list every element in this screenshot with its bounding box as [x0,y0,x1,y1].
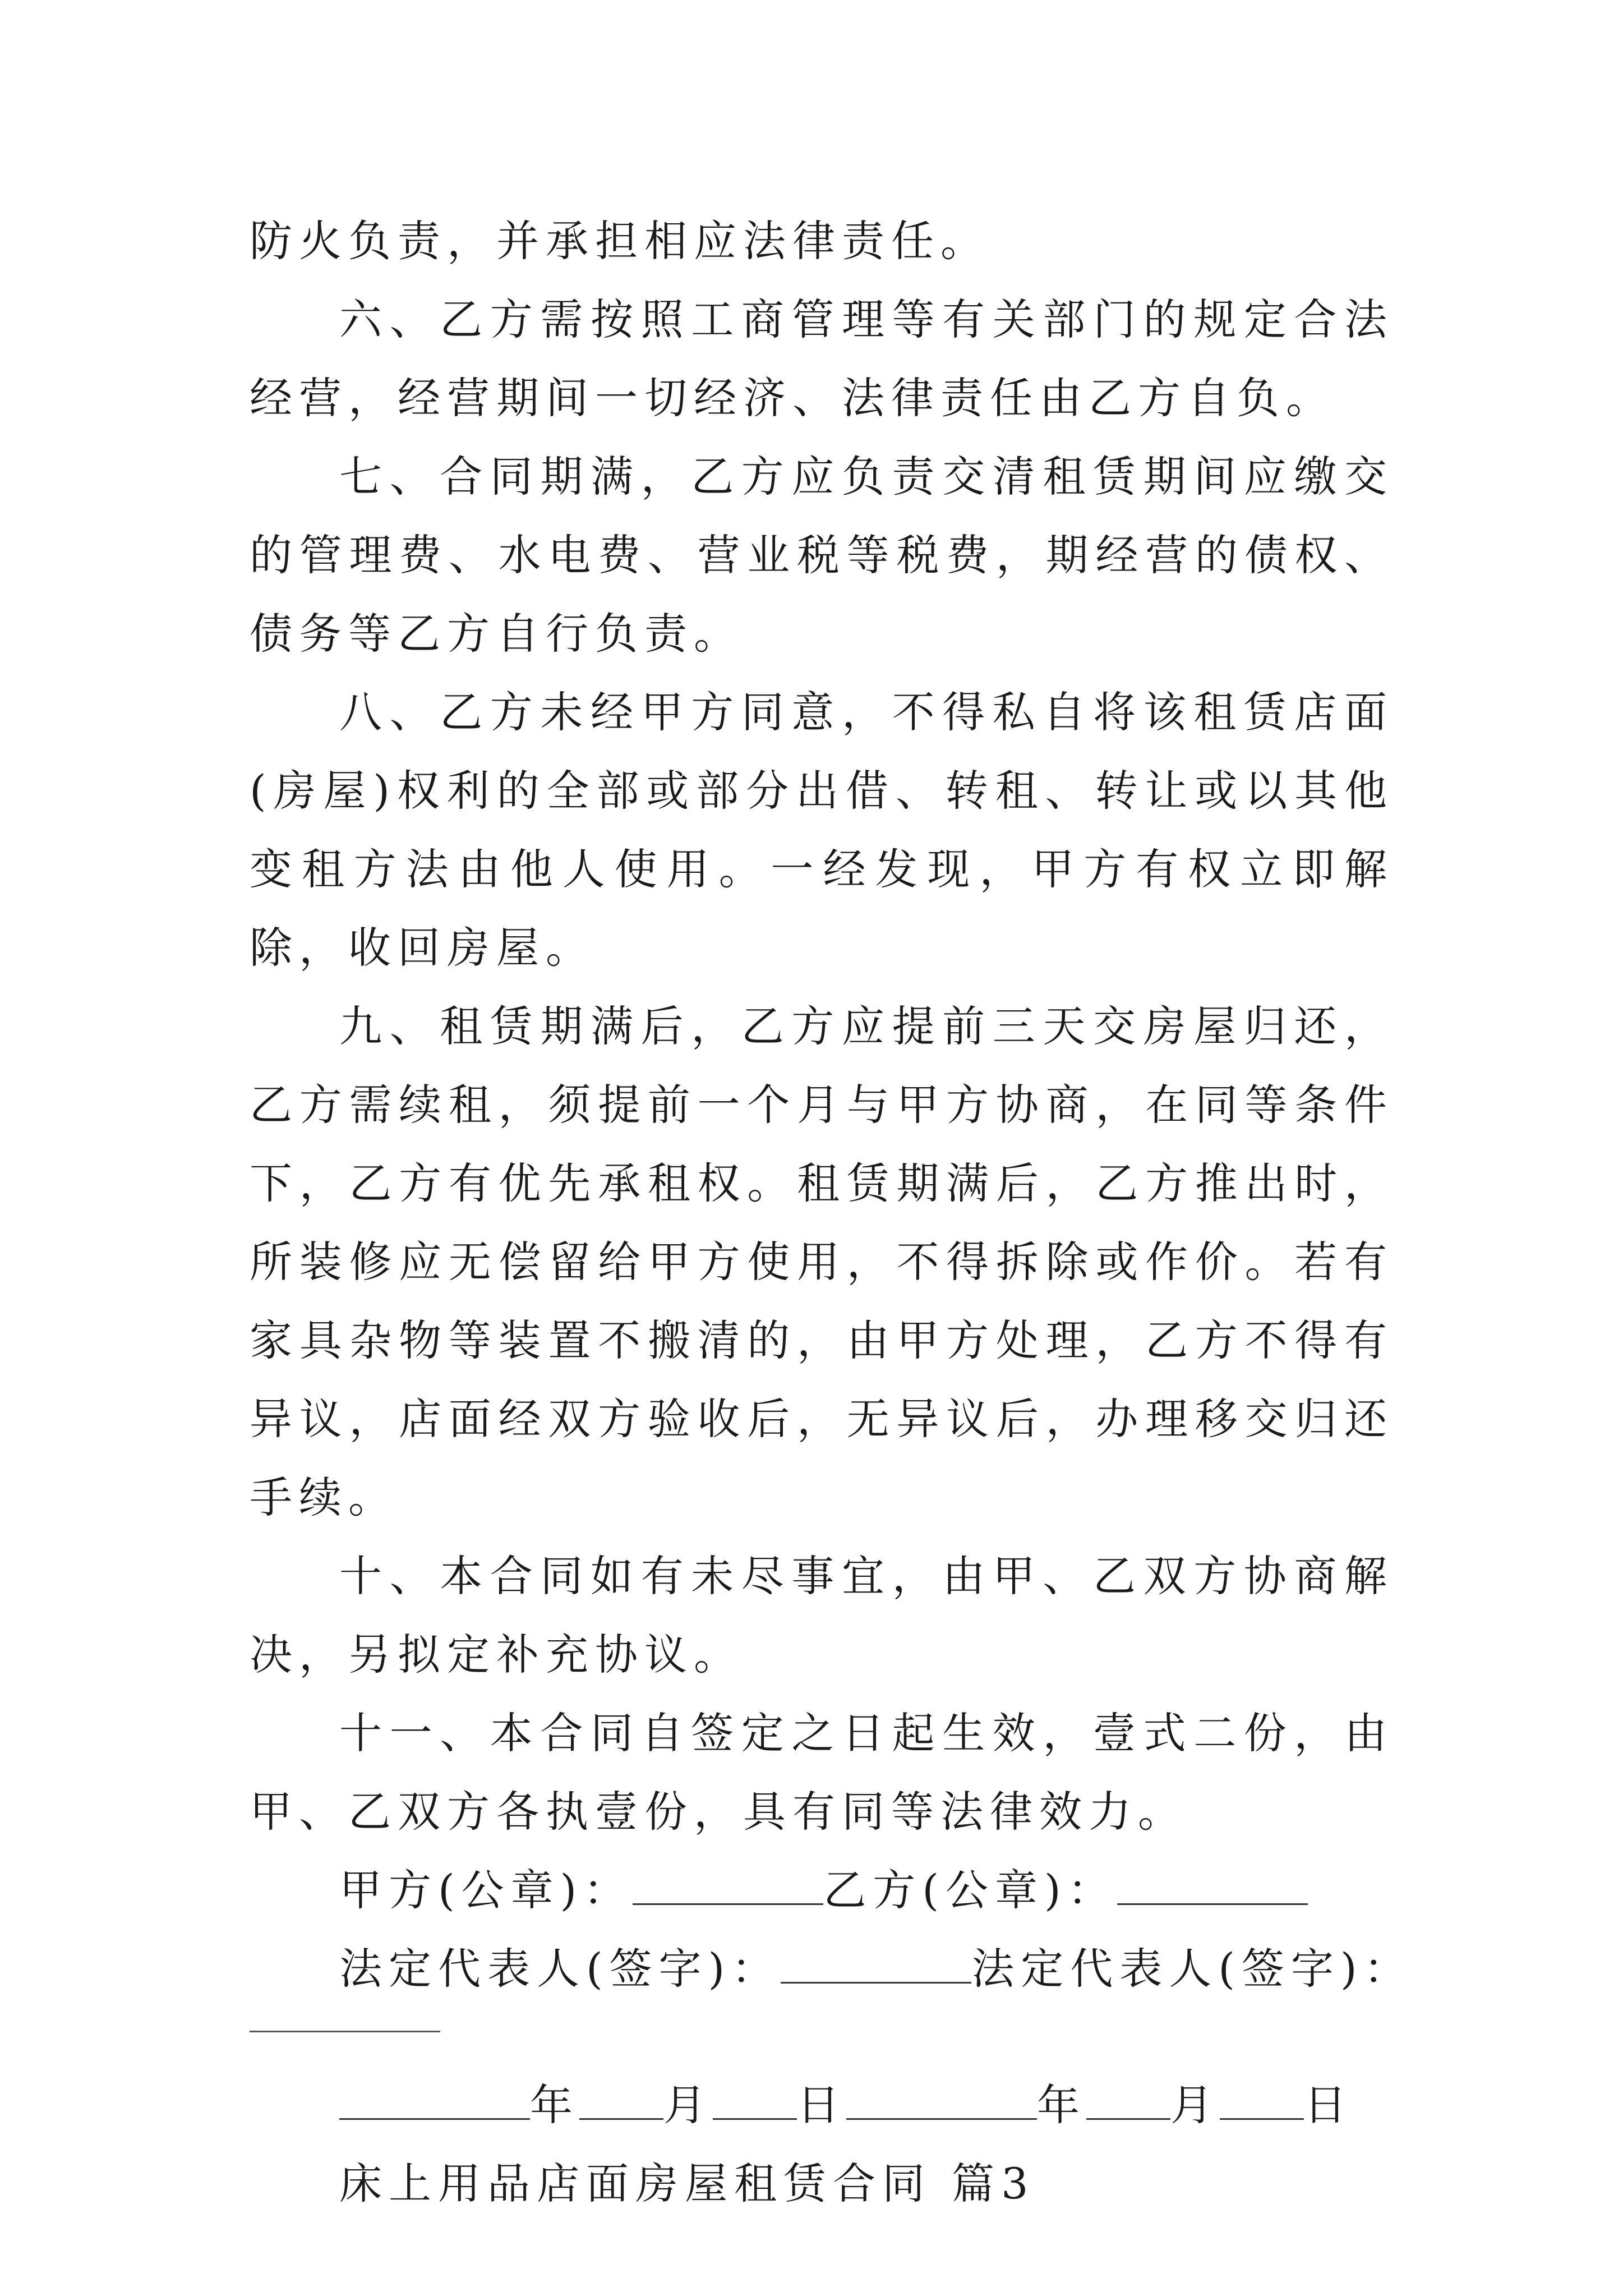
party-a-seal-blank[interactable] [633,1870,823,1905]
contract-body [250,202,1413,2223]
next-section-heading: 床上用品店面房屋租赁合同 篇3 [339,2159,1035,2208]
rep-a-label: 法定代表人(签字)： [339,1944,781,1994]
clause-8: 八、乙方未经甲方同意，不得私自将该租赁店面(房屋)权利的全部或部分出借、转租、转让或以其他变租方法由他人使用。一经发现，甲方有权立即解除，收回房屋。 [250,687,1394,973]
date-b-day-label: 日 [1304,2080,1353,2130]
clause-7: 七、合同期满，乙方应负责交清租赁期间应缴交的管理费、水电费、营业税等税费，期经营的债权、债务等乙方自行负责。 [250,452,1394,659]
date-line [250,2066,1394,2145]
date-a-month-label: 月 [663,2080,713,2130]
clause-11: 十一、本合同自签定之日起生效，壹式二份，由甲、乙双方各执壹份，具有同等法律效力。 [250,1708,1394,1837]
date-b-month-blank[interactable] [1086,2085,1170,2120]
legal-rep-line [250,1930,1413,2008]
date-a-month-blank[interactable] [579,2085,663,2120]
clause-6: 六、乙方需按照工商管理等有关部门的规定合法经营，经营期间一切经济、法律责任由乙方自负。 [250,295,1394,423]
clause-fire-continued: 防火负责，并承担相应法律责任。 [250,216,990,266]
date-b-year-blank[interactable] [846,2085,1037,2120]
rep-b-label: 法定代表人(签字)： [971,1944,1413,1994]
party-a-seal-label: 甲方(公章)： [339,1865,633,1915]
date-a-year-blank[interactable] [339,2085,530,2120]
party-b-seal-blank[interactable] [1117,1870,1308,1905]
date-b-year-label: 年 [1037,2080,1086,2130]
party-seal-line [250,1851,1394,1930]
date-a-year-label: 年 [530,2080,579,2130]
rep-b-signature-blank[interactable] [250,2031,440,2032]
date-a-day-blank[interactable] [713,2085,797,2120]
clause-10: 十、本合同如有未尽事宜，由甲、乙双方协商解决，另拟定补充协议。 [250,1551,1394,1680]
date-b-day-blank[interactable] [1220,2085,1304,2120]
party-b-seal-label: 乙方(公章)： [823,1865,1117,1915]
clause-9: 九、租赁期满后，乙方应提前三天交房屋归还，乙方需续租，须提前一个月与甲方协商，在同等条件下，乙方有优先承租权。租赁期满后，乙方推出时，所装修应无偿留给甲方使用，不得拆除或作价。若有家具杂物等装置不搬清的，由甲方处理，乙方不得有异议，店面经双方验收后，无异议后，办理移交归还手续。 [250,1001,1394,1522]
date-b-month-label: 月 [1170,2080,1220,2130]
date-a-day-label: 日 [797,2080,846,2130]
rep-a-signature-blank[interactable] [781,1948,971,1984]
